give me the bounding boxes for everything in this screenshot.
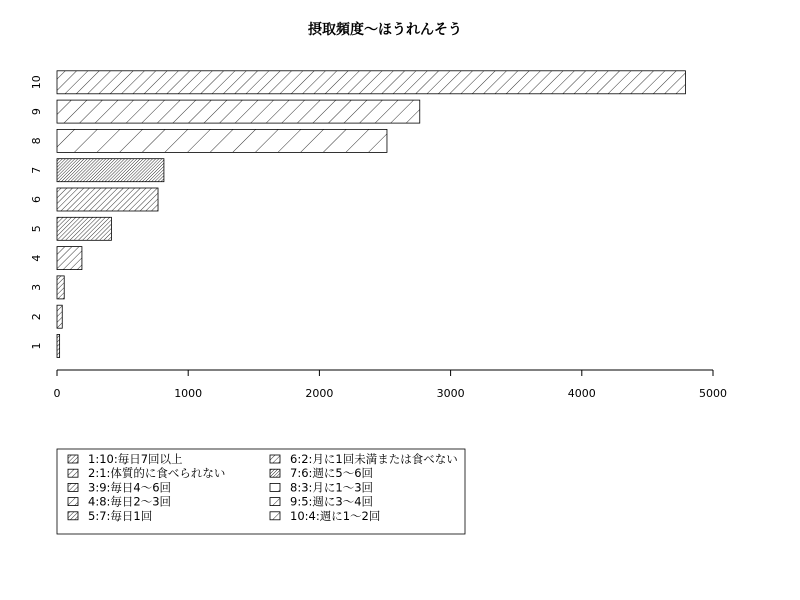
legend-swatch: [270, 498, 280, 506]
bars-group: [57, 71, 685, 358]
y-tick-label-10: 10: [30, 75, 43, 90]
bar-7: [57, 159, 164, 182]
bar-4: [57, 247, 82, 270]
legend-entry: 7:6:週に5〜6回: [290, 466, 374, 481]
chart-title: 摂取頻度〜ほうれんそう: [308, 22, 462, 38]
legend-entry: 2:1:体質的に食べられない: [88, 466, 226, 481]
y-tick-label-8: 8: [30, 137, 43, 145]
x-axis: [54, 370, 728, 400]
legend-entry: 9:5:週に3〜4回: [290, 494, 374, 509]
bar-6: [57, 188, 158, 211]
legend-swatch: [270, 455, 280, 463]
y-tick-label-2: 2: [30, 313, 43, 321]
legend-entry: 10:4:週に1〜2回: [290, 508, 381, 523]
bar-9: [57, 100, 420, 123]
x-tick-label: 4000: [567, 387, 596, 400]
bar-3: [57, 276, 64, 299]
legend-entry: 5:7:毎日1回: [88, 508, 153, 523]
y-tick-label-4: 4: [30, 254, 43, 262]
bar-5: [57, 217, 111, 240]
legend-entry: 8:3:月に1〜3回: [290, 480, 374, 495]
y-tick-label-3: 3: [30, 283, 43, 291]
legend-swatch: [68, 469, 78, 477]
legend-swatch: [68, 498, 78, 506]
bar-8: [57, 129, 387, 152]
legend: [57, 449, 465, 534]
legend-swatch: [68, 483, 78, 491]
y-tick-label-9: 9: [30, 108, 43, 116]
bar-2: [57, 305, 62, 328]
legend-swatch: [68, 455, 78, 463]
legend-swatch: [270, 483, 280, 491]
bar-1: [57, 335, 60, 358]
y-tick-labels: [30, 75, 43, 349]
x-tick-label: 1000: [174, 387, 203, 400]
legend-entry: 6:2:月に1回未満または食べない: [290, 452, 458, 466]
legend-swatch: [68, 512, 78, 520]
legend-entry: 4:8:毎日2〜3回: [88, 494, 172, 509]
y-tick-label-7: 7: [30, 166, 43, 174]
x-tick-label: 0: [53, 387, 61, 400]
y-tick-label-5: 5: [30, 225, 43, 233]
x-tick-label: 3000: [436, 387, 465, 400]
x-tick-label: 2000: [305, 387, 334, 400]
legend-entry: 1:10:毎日7回以上: [88, 452, 183, 466]
legend-swatch: [270, 512, 280, 520]
y-tick-label-1: 1: [30, 342, 43, 350]
legend-swatch: [270, 469, 280, 477]
legend-entry: 3:9:毎日4〜6回: [88, 480, 172, 495]
y-tick-label-6: 6: [30, 196, 43, 203]
bar-10: [57, 71, 685, 94]
x-tick-label: 5000: [699, 387, 727, 400]
